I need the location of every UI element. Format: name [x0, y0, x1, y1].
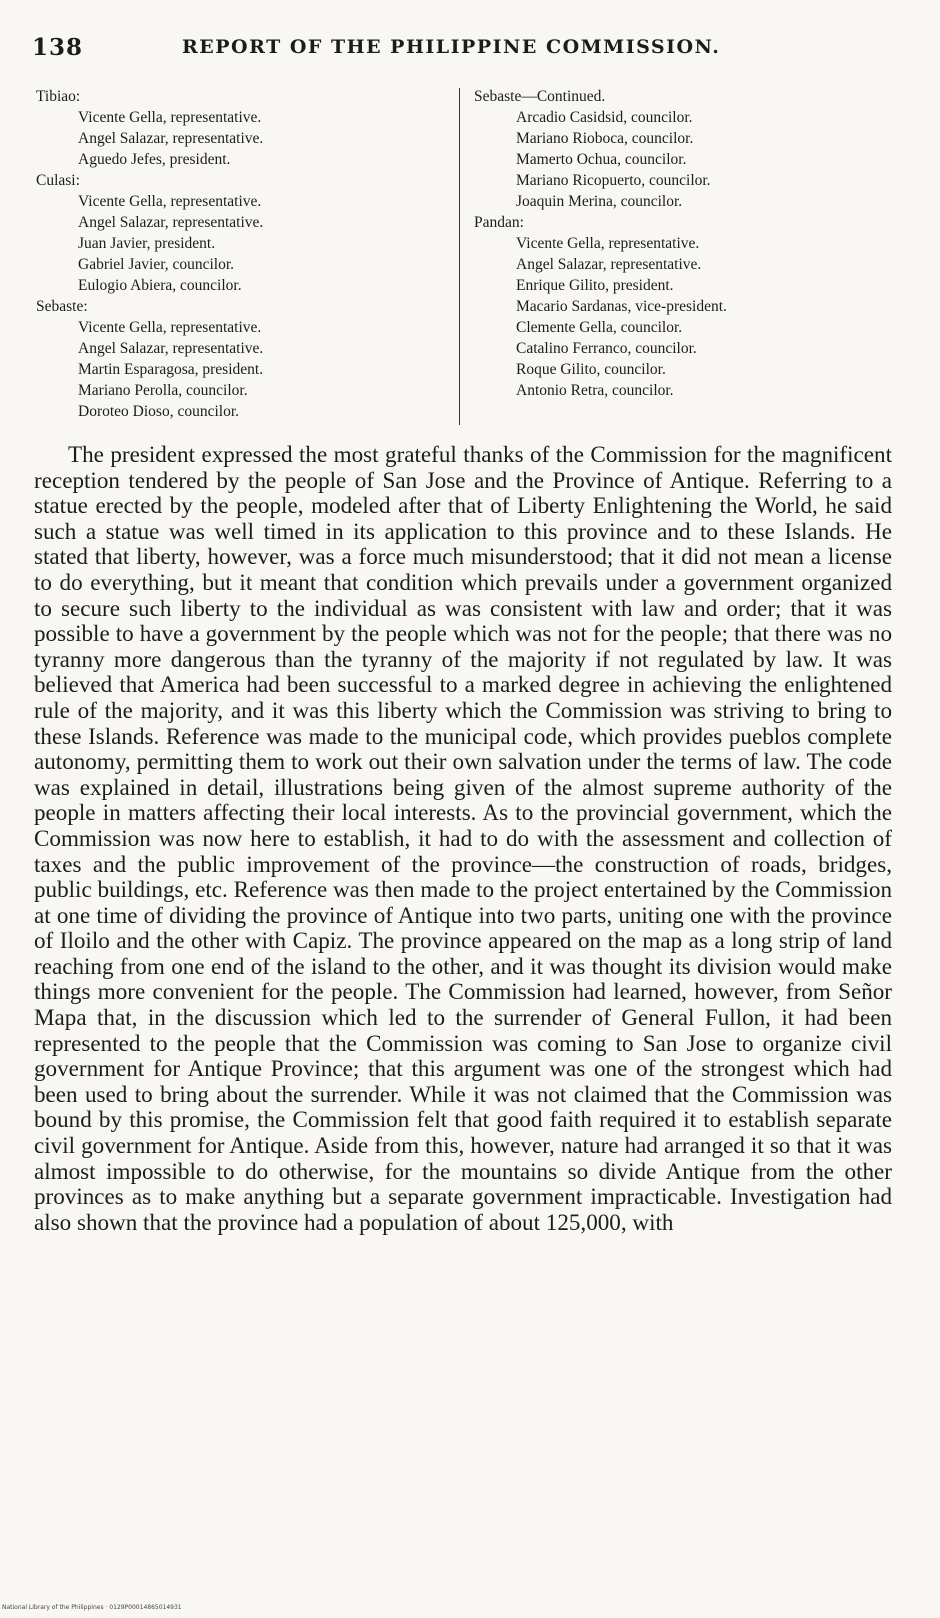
roster-member: Roque Gilito, councilor. [516, 361, 666, 378]
roster-group-sebaste-continued [474, 86, 914, 212]
roster-group-culasi [36, 170, 436, 296]
roster-group-tibiao [36, 86, 436, 170]
roster-group-pandan [474, 212, 914, 401]
roster-member: Arcadio Casidsid, councilor. [516, 109, 693, 126]
place-name: Culasi: [36, 172, 80, 189]
place-name: Tibiao: [36, 88, 81, 105]
roster-member: Doroteo Dioso, councilor. [78, 403, 240, 420]
place-name: Sebaste—Continued. [474, 88, 606, 105]
roster-member: Vicente Gella, representative. [78, 109, 262, 126]
roster-member: Vicente Gella, representative. [78, 193, 262, 210]
roster-member: Vicente Gella, representative. [78, 319, 262, 336]
roster-member: Aguedo Jefes, president. [78, 151, 231, 168]
roster-member: Clemente Gella, councilor. [516, 319, 683, 336]
roster-member: Gabriel Javier, councilor. [78, 256, 235, 273]
body-paragraph: The president expressed the most grateful thanks of the Commission for the magnificent reception tendered by the people of San Jose and the Province of Antique. Referring to a statue erected by the people, modeled after that of Liberty Enlightening the World, he said such a statue was well timed in its application to this province and to these Islands. He stated that liberty, however, was a force much misunderstood; that it did not mean a license to do everything, but it meant that condition which prevails under a government organized to secure such liberty to the individual as was consistent with law and order; that it was possible to have a government by the people which was not for the people; that there was no tyranny more dangerous than the tyranny of the majority if not regulated by law. It was believed that America had been successful to a marked degree in achieving the enlightened rule of the majority, and it was this liberty which the Commission was striving to bring to these Islands. Reference was made to the municipal code, which provides pueblos complete autonomy, permitting them to work out their own salvation under the terms of law. The code was explained in detail, illustrations being given of the almost supreme authority of the people in matters affecting their local interests. As to the provincial government, which the Commission was now here to establish, it had to do with the assessment and collection of taxes and the public improvement of the province—the construction of roads, bridges, public buildings, etc. Reference was then made to the project entertained by the Commission at one time of dividing the province of Antique into two parts, uniting one with the province of Iloilo and the other with Capiz. The province appeared on the map as a long strip of land reaching from one end of the island to the other, and it was thought its division would make things more convenient for the people. The Commission had learned, however, from Señor Mapa that, in the discussion which led to the surrender of General Fullon, it had been represented to the people that the Commission was coming to San Jose to organize civil government for Antique Province; that this argument was one of the strongest which had been used to bring about the surrender. While it was not claimed that the Commission was bound by this promise, the Commission felt that good faith required it to establish separate civil government for Antique. Aside from this, however, nature had arranged it so that it was almost impossible to do otherwise, for the mountains so divide Antique from the other provinces as to make anything but a separate government impracticable. Investigation had also shown that the province had a population of about 125,000, with [34, 441, 892, 1235]
place-name: Sebaste: [36, 298, 88, 315]
roster-member: Angel Salazar, representative. [78, 130, 264, 147]
place-name: Pandan: [474, 214, 524, 231]
running-head: REPORT OF THE PHILIPPINE COMMISSION. [182, 36, 721, 58]
roster-member: Mamerto Ochua, councilor. [516, 151, 687, 168]
roster-member: Angel Salazar, representative. [78, 214, 264, 231]
roster-member: Mariano Rioboca, councilor. [516, 130, 694, 147]
roster-member: Martin Esparagosa, president. [78, 361, 264, 378]
roster-member: Angel Salazar, representative. [78, 340, 264, 357]
roster-member: Angel Salazar, representative. [516, 256, 702, 273]
roster-group-sebaste [36, 296, 436, 422]
roster-member: Enrique Gilito, president. [516, 277, 674, 294]
roster-left-column [36, 86, 436, 422]
roster-member: Mariano Ricopuerto, councilor. [516, 172, 711, 189]
roster-member: Eulogio Abiera, councilor. [78, 277, 242, 294]
column-divider [459, 88, 460, 425]
page-number: 138 [32, 34, 84, 61]
roster-member: Vicente Gella, representative. [516, 235, 700, 252]
page-header [32, 34, 892, 64]
roster-right-column [474, 86, 914, 401]
roster-member: Antonio Retra, councilor. [516, 382, 674, 399]
roster-member: Joaquin Merina, councilor. [516, 193, 683, 210]
roster-member: Mariano Perolla, councilor. [78, 382, 248, 399]
roster-member: Macario Sardanas, vice-president. [516, 298, 727, 315]
scan-footer: National Library of the Philippines · 0129P00014865014931 [2, 1604, 182, 1611]
roster-member: Catalino Ferranco, councilor. [516, 340, 697, 357]
roster-member: Juan Javier, president. [78, 235, 216, 252]
